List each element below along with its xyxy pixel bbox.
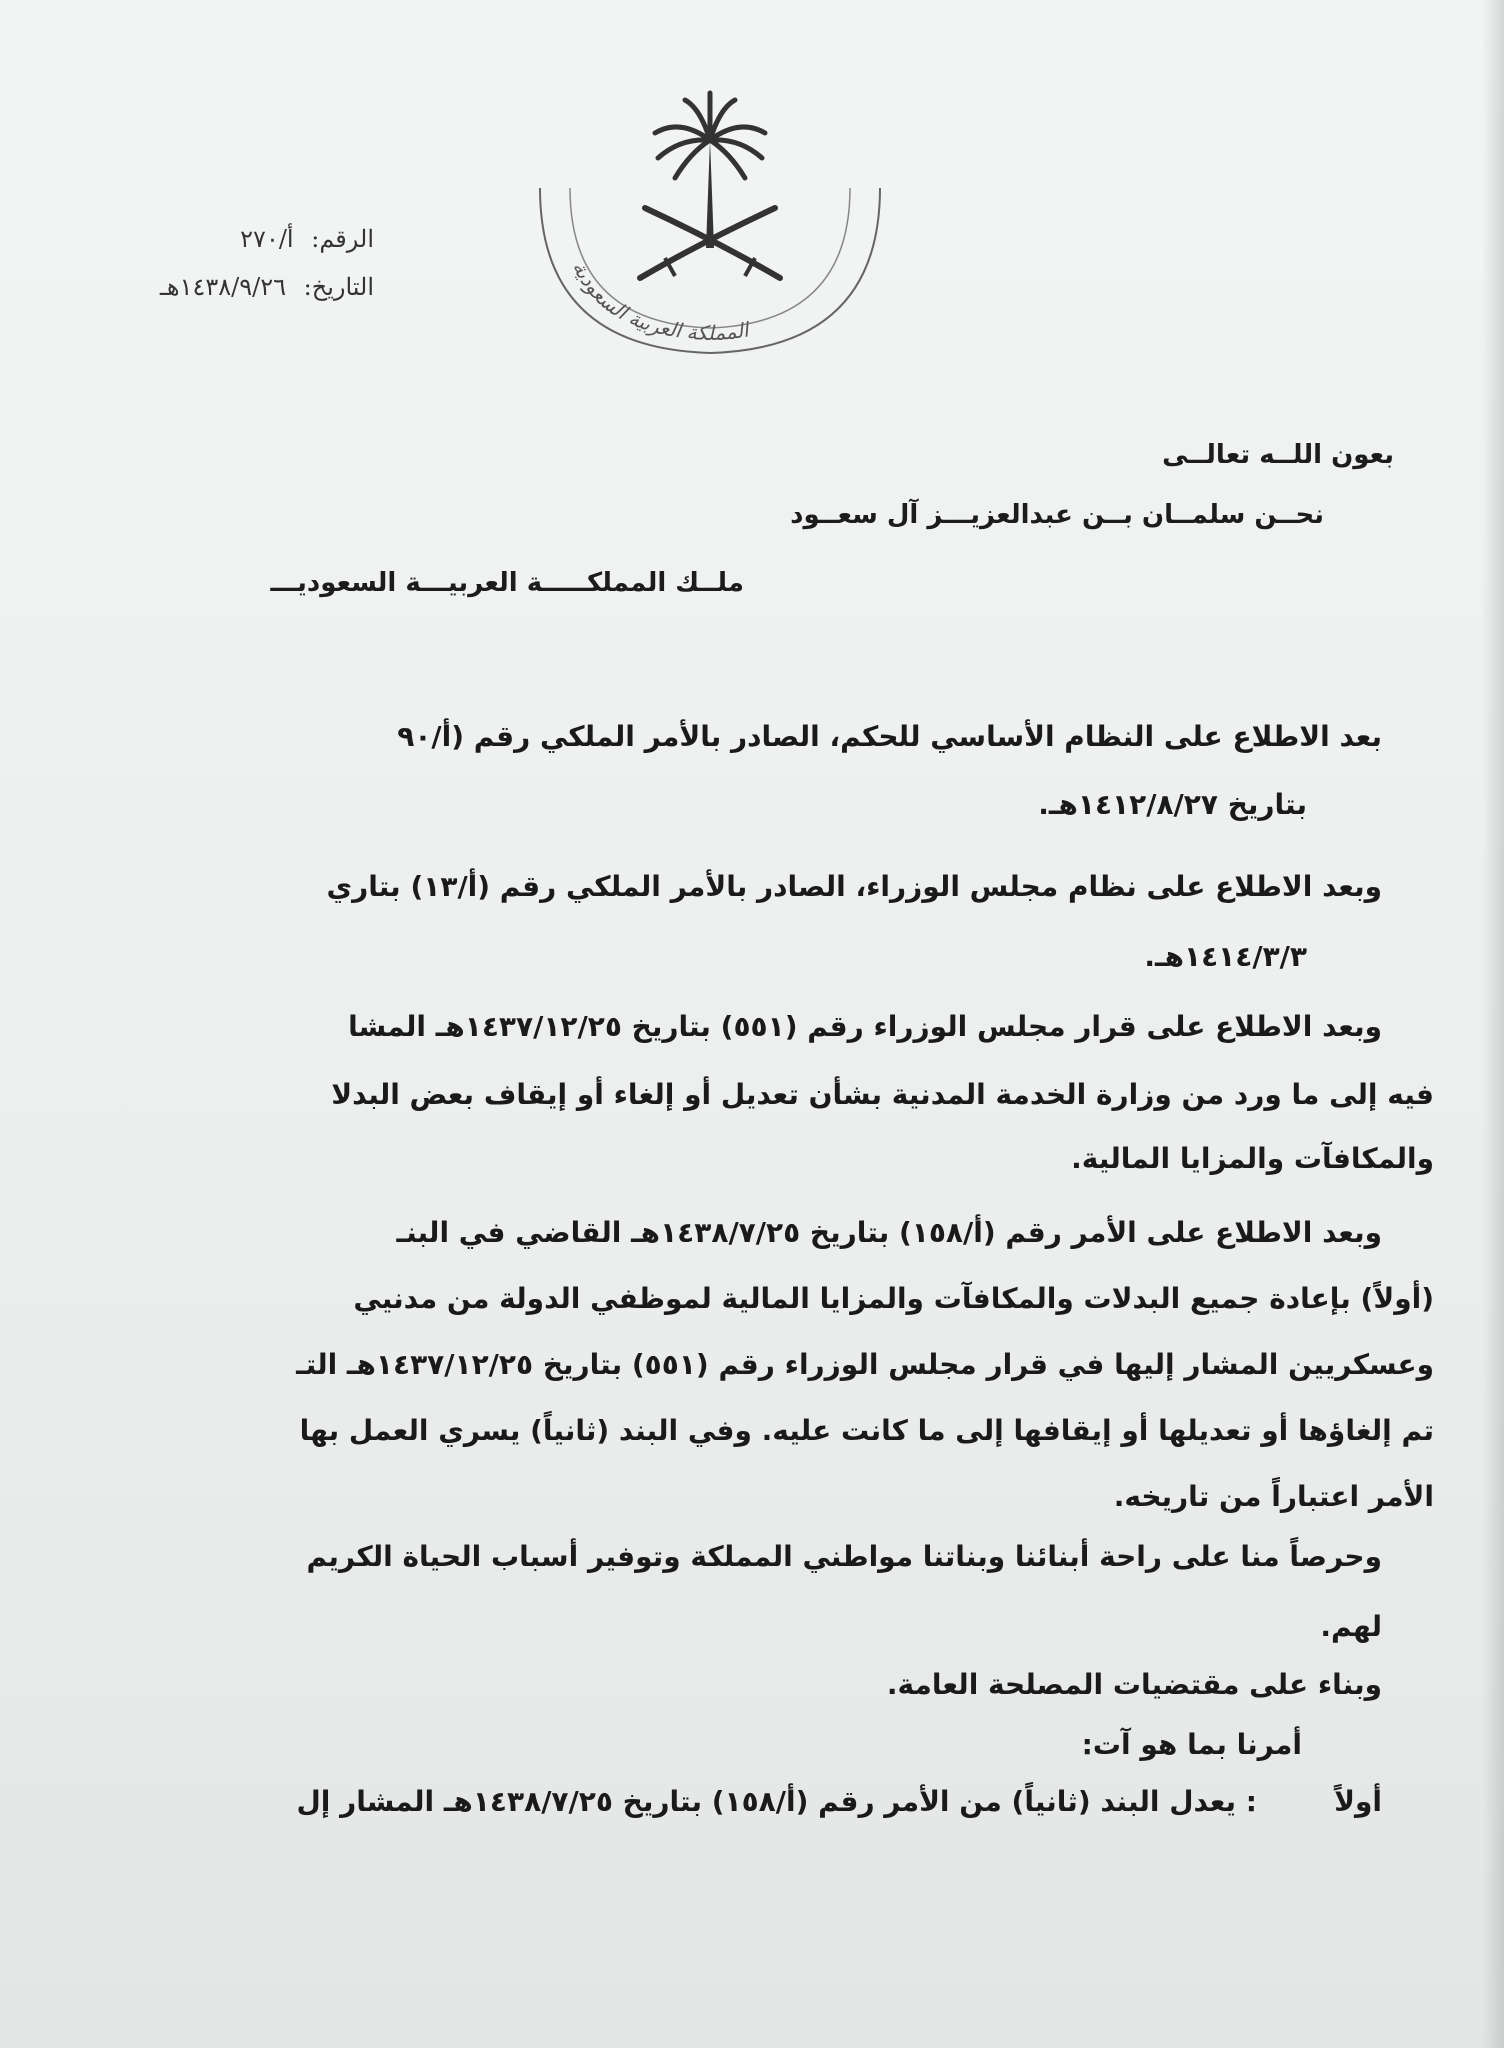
king-name-line: نحــن سلمــان بــن عبدالعزيـــز آل سعــود: [790, 500, 1324, 530]
reference-block: [160, 215, 374, 311]
reference-date-row: [160, 263, 374, 311]
body-line: وبعد الاطلاع على الأمر رقم (أ/١٥٨) بتاريخ ١٤٣٨/٧/٢٥هـ القاضي في البنـ: [396, 1216, 1382, 1249]
invocation-line: بعون اللــه تعالــى: [1162, 440, 1394, 470]
svg-text:المملكة العربية السعودية: [568, 257, 753, 345]
body-line: بتاريخ ١٤١٢/٨/٢٧هـ.: [1038, 788, 1307, 821]
body-line: تم إلغاؤها أو تعديلها أو إيقافها إلى ما كانت عليه. وفي البند (ثانياً) يسري العمل بها: [299, 1414, 1434, 1447]
body-line: (أولاً) بإعادة جميع البدلات والمكافآت والمزايا المالية لموظفي الدولة من مدنيي: [353, 1282, 1434, 1315]
body-line: : يعدل البند (ثانياً) من الأمر رقم (أ/١٥٨) بتاريخ ١٤٣٨/٧/٢٥هـ المشار إل: [296, 1785, 1257, 1818]
body-line: وحرصاً منا على راحة أبنائنا وبناتنا مواطني المملكة وتوفير أسباب الحياة الكريم: [306, 1540, 1382, 1573]
body-line: فيه إلى ما ورد من وزارة الخدمة المدنية بشأن تعديل أو إلغاء أو إيقاف بعض البدلا: [331, 1078, 1434, 1111]
clause-label: أولاً: [1334, 1785, 1382, 1818]
date-value: ١٤٣٨/٩/٢٦هـ: [159, 273, 286, 301]
received-stamp: [638, 0, 751, 54]
body-line: وبعد الاطلاع على قرار مجلس الوزراء رقم (٥٥١) بتاريخ ١٤٣٧/١٢/٢٥هـ المشا: [348, 1010, 1382, 1043]
body-line: ١٤١٤/٣/٣هـ.: [1144, 940, 1307, 973]
reference-number-row: [160, 215, 374, 263]
king-title-line: ملــك المملكـــــة العربيـــة السعوديـــ: [270, 568, 744, 598]
body-line: بعد الاطلاع على النظام الأساسي للحكم، الصادر بالأمر الملكي رقم (أ/٩٠: [397, 720, 1382, 753]
number-value: أ/٢٧٠: [240, 225, 294, 253]
page-edge-shadow: [1482, 0, 1504, 2048]
date-label: التاريخ:: [303, 273, 374, 301]
body-line: وبناء على مقتضيات المصلحة العامة.: [886, 1668, 1382, 1701]
seal-text: المملكة العربية السعودية: [567, 257, 751, 346]
body-line: والمكافآت والمزايا المالية.: [1071, 1142, 1434, 1175]
body-line: وبعد الاطلاع على نظام مجلس الوزراء، الصادر بالأمر الملكي رقم (أ/١٣) بتاري: [326, 870, 1382, 903]
saudi-emblem-seal: [530, 78, 890, 358]
body-line: أمرنا بما هو آت:: [1081, 1728, 1302, 1761]
body-line: لهم.: [1320, 1610, 1382, 1643]
number-label: الرقم:: [311, 225, 374, 253]
body-line: الأمر اعتباراً من تاريخه.: [1113, 1480, 1434, 1513]
body-line: وعسكريين المشار إليها في قرار مجلس الوزراء رقم (٥٥١) بتاريخ ١٤٣٧/١٢/٢٥هـ التـ: [296, 1348, 1434, 1381]
